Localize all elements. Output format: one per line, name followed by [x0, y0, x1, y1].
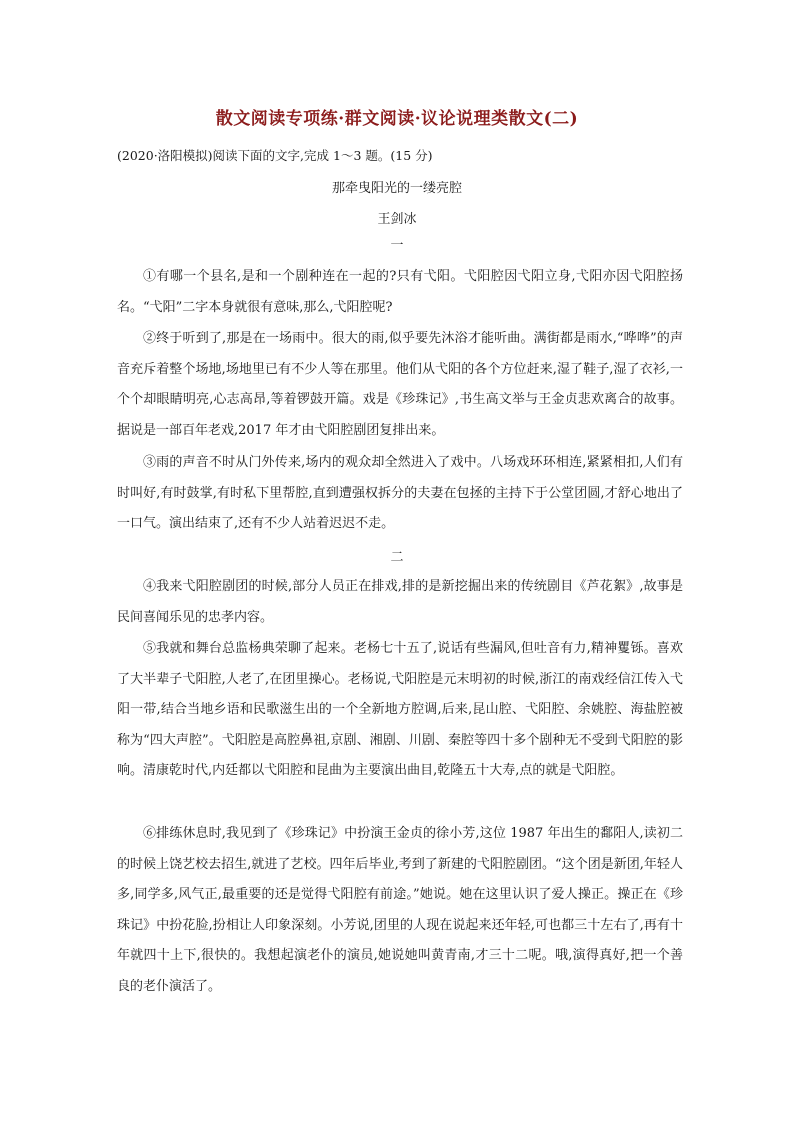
page-title: 散文阅读专项练·群文阅读·议论说理类散文(二) [215, 109, 579, 129]
paragraph-2: ②终于听到了,那是在一场雨中。很大的雨,似乎要先沐浴才能听曲。满街都是雨水,“哗哗”的声音充斥着整个场地,场地里已有不少人等在那里。他们从弋阳的各个方位赶来,湿了鞋子,湿了衣衫,一个个却眼睛明亮,心志高昂,等着锣鼓开篇。戏是《珍珠记》,书生高文举与王金贞悲欢离合的故事。据说是一部百年老戏,2017 年才由弋阳腔剧团复排出来。 [117, 331, 683, 438]
section-heading-1: 一 [390, 238, 404, 253]
article-author: 王剑冰 [377, 212, 417, 227]
question-source: (2020·洛阳模拟)阅读下面的文字,完成 1～3 题。(15 分) [117, 148, 433, 163]
paragraph-6: ⑥排练休息时,我见到了《珍珠记》中扮演王金贞的徐小芳,这位 1987 年出生的鄱阳人,读初二的时候上饶艺校去招生,就进了艺校。四年后毕业,考到了新建的弋阳腔剧团。“这个团是新团,年轻人多,同学多,风气正,最重要的还是觉得弋阳腔有前途。”她说。她在这里认识了爱人操正。操正在《珍珠记》中扮花脸,扮相让人印象深刻。小芳说,团里的人现在说起来还年轻,可也都三十左右了,再有十年就四十上下,很快的。我想起演老仆的演员,她说她叫黄青南,才三十二呢。哦,演得真好,把一个善良的老仆演活了。 [117, 826, 683, 994]
paragraph-5: ⑤我就和舞台总监杨典荣聊了起来。老杨七十五了,说话有些漏风,但吐音有力,精神矍铄。喜欢了大半辈子弋阳腔,人老了,在团里操心。老杨说,弋阳腔是元末明初的时候,浙江的南戏经信江传入弋阳一带,结合当地乡语和民歌滋生出的一个全新地方腔调,后来,昆山腔、弋阳腔、余姚腔、海盐腔被称为“四大声腔”。弋阳腔是高腔鼻祖,京剧、湘剧、川剧、秦腔等四十多个剧种无不受到弋阳腔的影响。清康乾时代,内廷都以弋阳腔和昆曲为主要演出曲目,乾隆五十大寿,点的就是弋阳腔。 [117, 641, 683, 779]
paragraph-4: ④我来弋阳腔剧团的时候,部分人员正在排戏,排的是新挖掘出来的传统剧目《芦花絮》,故事是民间喜闻乐见的忠孝内容。 [117, 579, 683, 625]
paragraph-3: ③雨的声音不时从门外传来,场内的观众却全然进入了戏中。八场戏环环相连,紧紧相扣,人们有时叫好,有时鼓掌,有时私下里帮腔,直到遭强权拆分的夫妻在包拯的主持下于公堂团圆,才舒心地出了一口气。演出结束了,还有不少人站着迟迟不走。 [117, 455, 683, 532]
article-title: 那牵曳阳光的一缕亮腔 [331, 181, 462, 196]
section-heading-2: 二 [390, 550, 404, 565]
paragraph-1: ①有哪一个县名,是和一个剧种连在一起的?只有弋阳。弋阳腔因弋阳立身,弋阳亦因弋阳腔扬名。“弋阳”二字本身就很有意味,那么,弋阳腔呢? [117, 269, 683, 315]
